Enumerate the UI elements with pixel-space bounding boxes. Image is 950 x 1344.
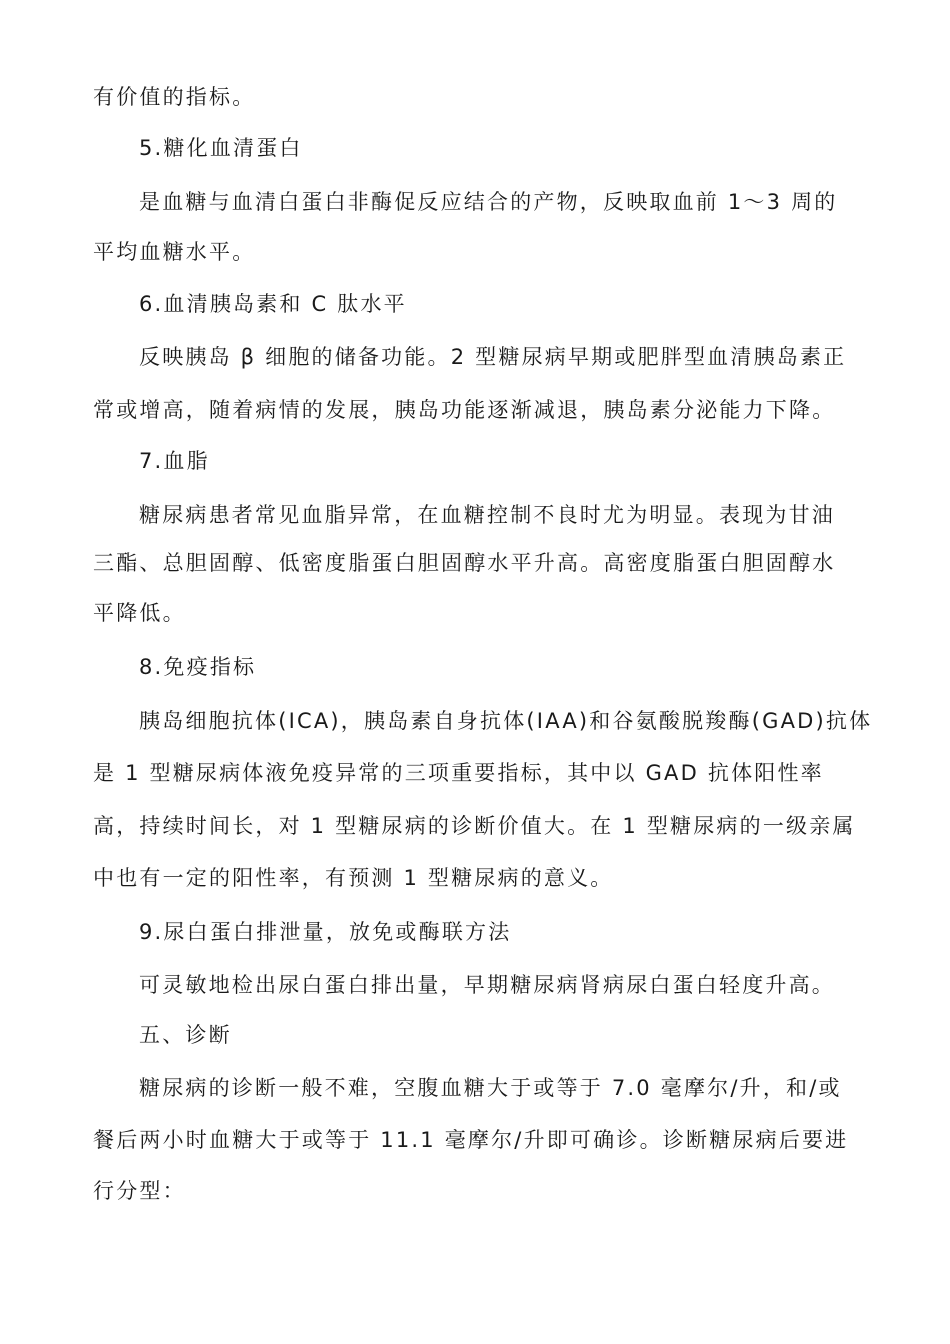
section-heading-urinary-albumin: 9.尿白蛋白排泄量，放免或酶联方法 — [139, 920, 512, 944]
section-heading-immune-markers: 8.免疫指标 — [139, 655, 257, 679]
section-heading-glycated-serum-protein: 5.糖化血清蛋白 — [139, 136, 303, 160]
paragraph-line: 中也有一定的阳性率，有预测 1 型糖尿病的意义。 — [93, 866, 614, 890]
paragraph-line: 三酯、总胆固醇、低密度脂蛋白胆固醇水平升高。高密度脂蛋白胆固醇水 — [93, 551, 836, 575]
paragraph-line: 糖尿病患者常见血脂异常，在血糖控制不良时尤为明显。表现为甘油 — [139, 503, 835, 527]
paragraph-line: 平降低。 — [93, 601, 186, 625]
paragraph-line: 高，持续时间长，对 1 型糖尿病的诊断价值大。在 1 型糖尿病的一级亲属 — [93, 814, 856, 838]
section-heading-blood-lipids: 7.血脂 — [139, 449, 210, 473]
paragraph-line: 可灵敏地检出尿白蛋白排出量，早期糖尿病肾病尿白蛋白轻度升高。 — [139, 973, 835, 997]
paragraph-line: 是 1 型糖尿病体液免疫异常的三项重要指标，其中以 GAD 抗体阳性率 — [93, 761, 824, 785]
paragraph-line: 是血糖与血清白蛋白非酶促反应结合的产物，反映取血前 1～3 周的 — [139, 190, 838, 214]
paragraph-line: 常或增高，随着病情的发展，胰岛功能逐渐减退，胰岛素分泌能力下降。 — [93, 398, 836, 422]
paragraph-line: 胰岛细胞抗体(ICA)，胰岛素自身抗体(IAA)和谷氨酸脱羧酶(GAD)抗体 — [139, 709, 873, 733]
section-heading-insulin-c-peptide: 6.血清胰岛素和 C 肽水平 — [139, 292, 407, 316]
paragraph-line: 反映胰岛 β 细胞的储备功能。2 型糖尿病早期或肥胖型血清胰岛素正 — [139, 345, 847, 369]
paragraph-line: 行分型： — [93, 1179, 186, 1203]
paragraph-line: 平均血糖水平。 — [93, 240, 256, 264]
paragraph-line: 糖尿病的诊断一般不难，空腹血糖大于或等于 7.0 毫摩尔/升，和/或 — [139, 1076, 842, 1100]
paragraph-line: 餐后两小时血糖大于或等于 11.1 毫摩尔/升即可确诊。诊断糖尿病后要进 — [93, 1128, 849, 1152]
paragraph-line: 有价值的指标。 — [93, 85, 256, 109]
section-heading-diagnosis: 五、诊断 — [139, 1023, 232, 1047]
